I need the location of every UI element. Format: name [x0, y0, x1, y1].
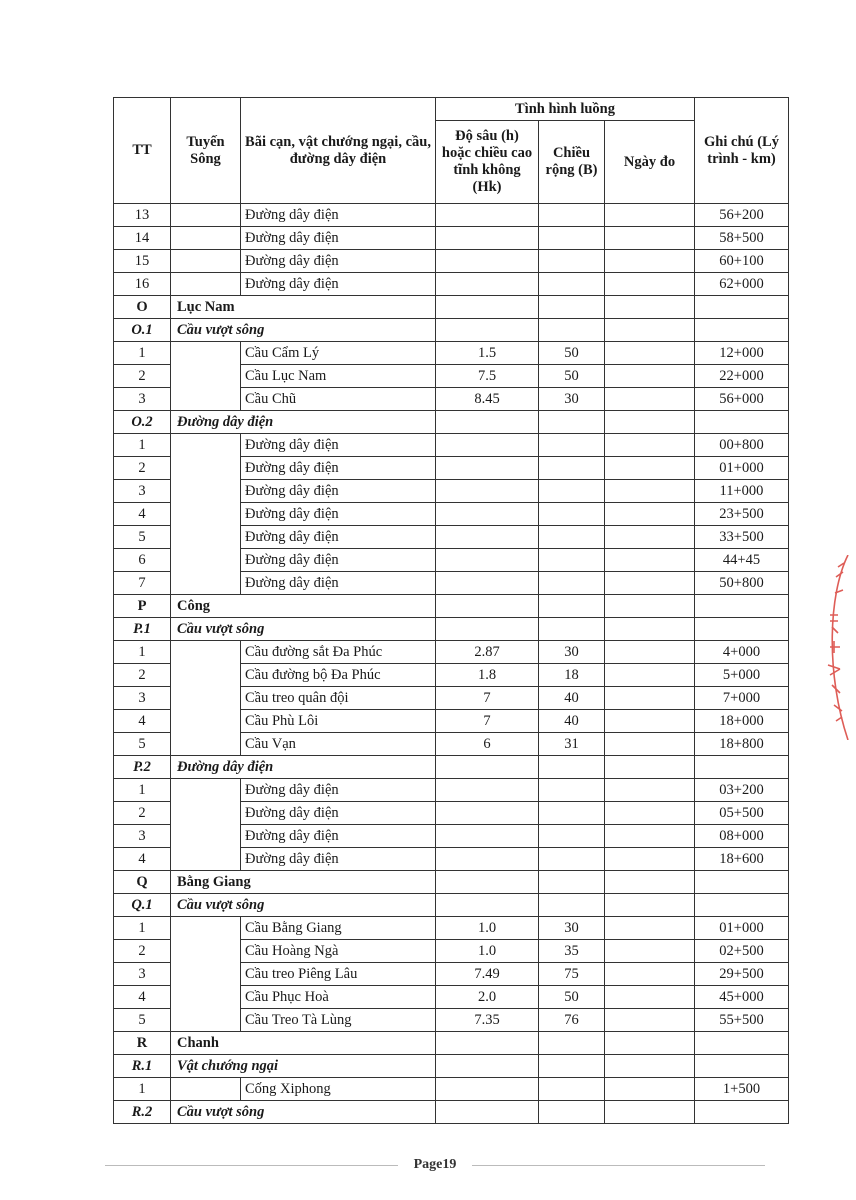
header-ghi-chu: Ghi chú (Lý trình - km): [695, 98, 789, 204]
row-name: Đường dây điện: [241, 273, 436, 296]
row-tt: 3: [114, 388, 171, 411]
page-footer: [105, 1155, 765, 1175]
row-tt: 16: [114, 273, 171, 296]
row-do-sau: 1.0: [436, 917, 539, 940]
subsection-code: P.1: [114, 618, 171, 641]
row-name: Đường dây điện: [241, 526, 436, 549]
row-ly-trinh: 00+800: [695, 434, 789, 457]
row-name: Đường dây điện: [241, 227, 436, 250]
row-name: Cống Xiphong: [241, 1078, 436, 1101]
row-chieu-rong: 40: [539, 687, 605, 710]
subsection-code: O.2: [114, 411, 171, 434]
section-title: Bằng Giang: [171, 871, 436, 894]
row-do-sau: 2.87: [436, 641, 539, 664]
subsection-title: Đường dây điện: [171, 411, 436, 434]
subsection-title: Đường dây điện: [171, 756, 436, 779]
subsection-row: [114, 756, 789, 779]
subsection-row: [114, 618, 789, 641]
row-tt: 1: [114, 434, 171, 457]
row-do-sau: 1.0: [436, 940, 539, 963]
row-tt: 2: [114, 365, 171, 388]
row-ly-trinh: 11+000: [695, 480, 789, 503]
section-code: P: [114, 595, 171, 618]
row-tt: 4: [114, 848, 171, 871]
table-row: [114, 204, 789, 227]
subsection-code: P.2: [114, 756, 171, 779]
row-tt: 2: [114, 802, 171, 825]
table-row: [114, 917, 789, 940]
section-row: [114, 296, 789, 319]
subsection-code: R.2: [114, 1101, 171, 1124]
row-do-sau: 7.49: [436, 963, 539, 986]
red-seal-stamp-icon: [818, 555, 856, 740]
row-tt: 14: [114, 227, 171, 250]
row-name: Cầu Lục Nam: [241, 365, 436, 388]
row-name: Đường dây điện: [241, 802, 436, 825]
row-tt: 1: [114, 1078, 171, 1101]
row-name: Đường dây điện: [241, 549, 436, 572]
subsection-title: Cầu vượt sông: [171, 319, 436, 342]
row-chieu-rong: 50: [539, 986, 605, 1009]
row-ly-trinh: 08+000: [695, 825, 789, 848]
row-ly-trinh: 44+45: [695, 549, 789, 572]
row-do-sau: 1.5: [436, 342, 539, 365]
row-ly-trinh: 22+000: [695, 365, 789, 388]
row-tt: 2: [114, 664, 171, 687]
table-row: [114, 227, 789, 250]
row-chieu-rong: 18: [539, 664, 605, 687]
row-ly-trinh: 12+000: [695, 342, 789, 365]
row-chieu-rong: 31: [539, 733, 605, 756]
row-name: Cầu đường bộ Đa Phúc: [241, 664, 436, 687]
row-ly-trinh: 58+500: [695, 227, 789, 250]
row-name: Đường dây điện: [241, 503, 436, 526]
row-ly-trinh: 4+000: [695, 641, 789, 664]
row-ly-trinh: 45+000: [695, 986, 789, 1009]
row-name: Cầu Chũ: [241, 388, 436, 411]
header-tuyen-song: Tuyến Sông: [171, 98, 241, 204]
row-chieu-rong: 75: [539, 963, 605, 986]
row-tt: 2: [114, 457, 171, 480]
header-ngay-do: Ngày đo: [605, 121, 695, 204]
row-chieu-rong: 30: [539, 388, 605, 411]
subsection-row: [114, 411, 789, 434]
row-ly-trinh: 03+200: [695, 779, 789, 802]
row-name: Đường dây điện: [241, 572, 436, 595]
row-do-sau: 7.5: [436, 365, 539, 388]
table-row: [114, 342, 789, 365]
row-ly-trinh: 02+500: [695, 940, 789, 963]
header-tinh-hinh-luong: Tình hình luồng: [436, 98, 695, 121]
row-tt: 1: [114, 917, 171, 940]
row-name: Cầu Treo Tà Lùng: [241, 1009, 436, 1032]
footer-rule-right: [472, 1165, 765, 1166]
row-name: Cầu Vạn: [241, 733, 436, 756]
subsection-title: Cầu vượt sông: [171, 618, 436, 641]
row-tt: 3: [114, 825, 171, 848]
row-tt: 5: [114, 1009, 171, 1032]
subsection-title: Vật chướng ngại: [171, 1055, 436, 1078]
subsection-code: R.1: [114, 1055, 171, 1078]
row-tt: 4: [114, 986, 171, 1009]
row-do-sau: 1.8: [436, 664, 539, 687]
subsection-row: [114, 894, 789, 917]
subsection-code: Q.1: [114, 894, 171, 917]
row-name: Đường dây điện: [241, 250, 436, 273]
row-tt: 4: [114, 710, 171, 733]
row-ly-trinh: 55+500: [695, 1009, 789, 1032]
subsection-row: [114, 319, 789, 342]
row-chieu-rong: 76: [539, 1009, 605, 1032]
row-ly-trinh: 5+000: [695, 664, 789, 687]
section-row: [114, 595, 789, 618]
row-tt: 3: [114, 963, 171, 986]
row-name: Đường dây điện: [241, 434, 436, 457]
row-name: Cầu Phục Hoà: [241, 986, 436, 1009]
row-chieu-rong: 50: [539, 342, 605, 365]
row-ly-trinh: 7+000: [695, 687, 789, 710]
row-tt: 1: [114, 779, 171, 802]
row-do-sau: 7: [436, 710, 539, 733]
row-ly-trinh: 01+000: [695, 457, 789, 480]
row-name: Cầu Cẩm Lý: [241, 342, 436, 365]
table-row: [114, 1078, 789, 1101]
row-ly-trinh: 60+100: [695, 250, 789, 273]
row-tt: 15: [114, 250, 171, 273]
section-code: Q: [114, 871, 171, 894]
header-do-sau: Độ sâu (h) hoặc chiều cao tĩnh không (Hk): [436, 121, 539, 204]
section-title: Lục Nam: [171, 296, 436, 319]
table-row: [114, 434, 789, 457]
section-row: [114, 871, 789, 894]
row-name: Cầu Phù Lôi: [241, 710, 436, 733]
row-ly-trinh: 1+500: [695, 1078, 789, 1101]
row-chieu-rong: 40: [539, 710, 605, 733]
row-name: Đường dây điện: [241, 825, 436, 848]
row-ly-trinh: 18+000: [695, 710, 789, 733]
row-do-sau: 2.0: [436, 986, 539, 1009]
row-ly-trinh: 62+000: [695, 273, 789, 296]
row-name: Cầu treo quân đội: [241, 687, 436, 710]
page-number: Page19: [413, 1157, 457, 1172]
header-bai-can: Bãi cạn, vật chướng ngại, cầu, đường dây điện: [241, 98, 436, 204]
row-name: Đường dây điện: [241, 204, 436, 227]
row-ly-trinh: 05+500: [695, 802, 789, 825]
subsection-row: [114, 1055, 789, 1078]
row-name: Cầu Bằng Giang: [241, 917, 436, 940]
row-tt: 5: [114, 733, 171, 756]
row-chieu-rong: 50: [539, 365, 605, 388]
table-row: [114, 250, 789, 273]
row-name: Đường dây điện: [241, 480, 436, 503]
row-tt: 13: [114, 204, 171, 227]
row-tt: 3: [114, 687, 171, 710]
section-row: [114, 1032, 789, 1055]
section-code: O: [114, 296, 171, 319]
row-name: Cầu Hoàng Ngà: [241, 940, 436, 963]
row-ly-trinh: 56+200: [695, 204, 789, 227]
section-title: Chanh: [171, 1032, 436, 1055]
row-do-sau: 8.45: [436, 388, 539, 411]
footer-rule-left: [105, 1165, 398, 1166]
row-ly-trinh: 56+000: [695, 388, 789, 411]
table-row: [114, 779, 789, 802]
row-ly-trinh: 18+800: [695, 733, 789, 756]
row-ly-trinh: 01+000: [695, 917, 789, 940]
table-row: [114, 273, 789, 296]
row-tt: 7: [114, 572, 171, 595]
row-do-sau: 7: [436, 687, 539, 710]
subsection-code: O.1: [114, 319, 171, 342]
header-tt: TT: [114, 98, 171, 204]
subsection-row: [114, 1101, 789, 1124]
row-ly-trinh: 50+800: [695, 572, 789, 595]
row-tt: 5: [114, 526, 171, 549]
row-name: Cầu đường sắt Đa Phúc: [241, 641, 436, 664]
row-chieu-rong: 30: [539, 917, 605, 940]
row-name: Cầu treo Piêng Lâu: [241, 963, 436, 986]
row-ly-trinh: 18+600: [695, 848, 789, 871]
row-name: Đường dây điện: [241, 779, 436, 802]
row-tt: 6: [114, 549, 171, 572]
row-tt: 1: [114, 641, 171, 664]
row-name: Đường dây điện: [241, 457, 436, 480]
subsection-title: Cầu vượt sông: [171, 894, 436, 917]
row-ly-trinh: 23+500: [695, 503, 789, 526]
row-tt: 1: [114, 342, 171, 365]
header-chieu-rong: Chiều rộng (B): [539, 121, 605, 204]
row-ly-trinh: 33+500: [695, 526, 789, 549]
row-tt: 4: [114, 503, 171, 526]
section-code: R: [114, 1032, 171, 1055]
row-do-sau: 6: [436, 733, 539, 756]
row-ly-trinh: 29+500: [695, 963, 789, 986]
subsection-title: Cầu vượt sông: [171, 1101, 436, 1124]
row-tt: 2: [114, 940, 171, 963]
row-chieu-rong: 30: [539, 641, 605, 664]
river-obstacle-table: [113, 97, 789, 1124]
row-do-sau: 7.35: [436, 1009, 539, 1032]
row-tt: 3: [114, 480, 171, 503]
section-title: Công: [171, 595, 436, 618]
row-name: Đường dây điện: [241, 848, 436, 871]
row-chieu-rong: 35: [539, 940, 605, 963]
table-row: [114, 641, 789, 664]
